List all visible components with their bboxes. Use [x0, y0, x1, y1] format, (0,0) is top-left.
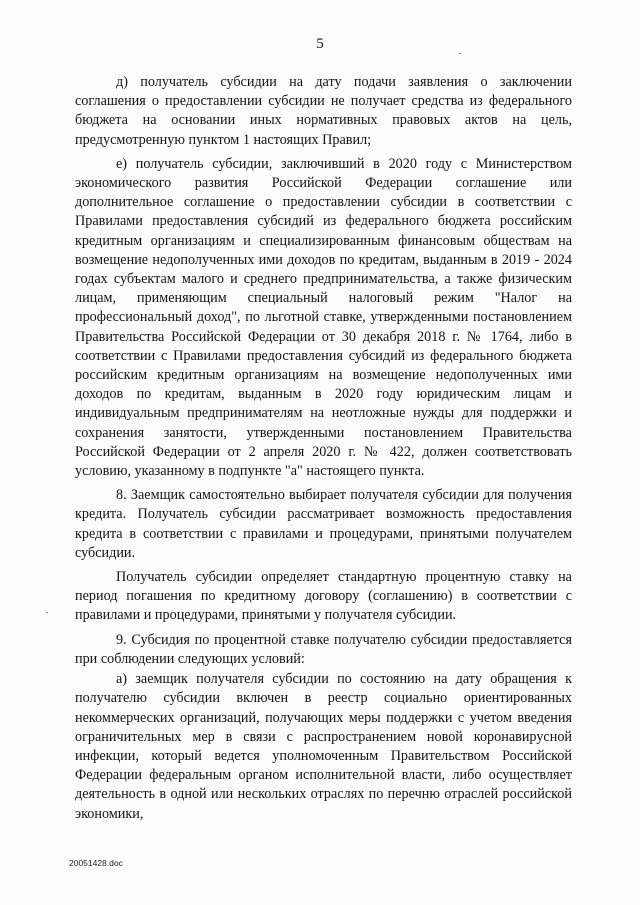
paragraph-interest-rate: Получатель субсидии определяет стандартную процентную ставку на период погашения по кредитному договору (соглашению) в соответствии с правилами и процедурами, принятыми у получателя субсидии.: [75, 569, 572, 624]
document-body: [75, 73, 572, 829]
paragraph-item-9: 9. Субсидия по процентной ставке получателю субсидии предоставляется при соблюдении следующих условий:: [75, 631, 572, 667]
scan-speck: [459, 53, 461, 54]
paragraph-subitem-e: е) получатель субсидии, заключивший в 2020 году с Министерством экономического развития Российской Федерации соглашение или дополнительное соглашение о предоставлении субсидии в соответствии с Правилами предоставления субсидий из федерального бюджета российским кредитным организациям и специализированным финансовым обществам на возмещение недополученных ими доходов по кредитам, выданным в 2019 - 2024 годах субъектам малого и среднего предпринимательства, а также физическим лицам, применяющим специальный налоговый режим "Налог на профессиональный доход", по льготной ставке, утвержденными постановлением Правительства Российской Федерации от 30 декабря 2018 г. № 1764, либо в соответствии с Правилами предоставления субсидий из федерального бюджета российским кредитным организациям на возмещение недополученных ими доходов по кредитам, выданным в 2020 году юридическим лицам и индивидуальным предпринимателям на неотложные нужды для поддержки и сохранения занятости, утвержденными постановлением Правительства Российской Федерации от 2 апреля 2020 г. № 422, должен соответствовать условию, указанному в подпункте "а" настоящего пункта.: [75, 155, 572, 480]
scan-speck: [46, 612, 48, 613]
paragraph-subitem-d: д) получатель субсидии на дату подачи заявления о заключении соглашения о предоставлении субсидии не получает средства из федерального бюджета на основании иных нормативных правовых актов на цель, предусмотренную пунктом 1 настоящих Правил;: [75, 74, 572, 148]
page-number: 5: [316, 36, 324, 52]
paragraph-item-9-subitem-a: а) заемщик получателя субсидии по состоянию на дату обращения к получателю субсидии включен в реестр социально ориентированных некоммерческих организаций, получающих меры поддержки с учетом введения ограничительных мер в связи с распространением новой коронавирусной инфекции, который ведется уполномоченным Правительством Российской Федерации федеральным органом исполнительной власти, либо осуществляет деятельность в одной или нескольких отраслях по перечню отраслей российской экономики,: [75, 671, 572, 822]
footer-filename: 20051428.doc: [69, 858, 123, 868]
paragraph-item-8: 8. Заемщик самостоятельно выбирает получателя субсидии для получения кредита. Получатель субсидии рассматривает возможность предоставления кредита в соответствии с правилами и процедурами, принятыми получателем субсидии.: [75, 487, 572, 561]
